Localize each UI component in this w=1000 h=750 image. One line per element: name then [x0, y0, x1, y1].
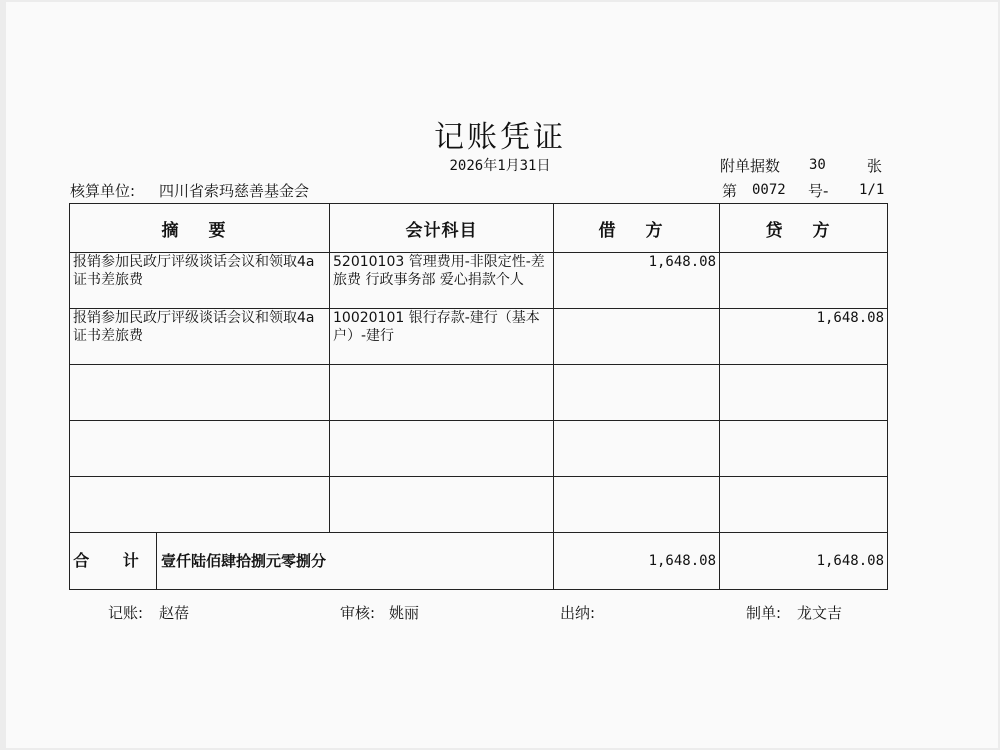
total-row	[70, 533, 888, 590]
attachments-label: 附单据数	[720, 157, 781, 175]
row-debit	[554, 365, 720, 421]
row-summary	[70, 421, 330, 477]
table-row	[70, 421, 888, 477]
voucher-number: 0072	[752, 182, 786, 198]
accounting-unit-name: 四川省索玛慈善基金会	[159, 182, 310, 200]
total-label: 合 计	[70, 533, 157, 589]
row-debit	[554, 477, 720, 533]
header-credit: 贷 方	[720, 204, 888, 253]
row-summary	[70, 365, 330, 421]
row-credit: 1,648.08	[720, 309, 888, 365]
row-credit	[720, 253, 888, 309]
row-subject	[330, 477, 554, 533]
table-row	[70, 309, 888, 365]
row-summary: 报销参加民政厅评级谈话会议和领取4a证书差旅费	[70, 309, 330, 365]
header-subject: 会计科目	[330, 204, 554, 253]
table-row	[70, 365, 888, 421]
row-debit	[554, 421, 720, 477]
row-subject	[330, 421, 554, 477]
row-subject: 52010103 管理费用-非限定性-差旅费 行政事务部 爱心捐款个人	[330, 253, 554, 309]
row-subject: 10020101 银行存款-建行（基本户）-建行	[330, 309, 554, 365]
total-amount-words: 壹仟陆佰肆拾捌元零捌分	[161, 552, 327, 570]
row-credit	[720, 365, 888, 421]
total-debit: 1,648.08	[554, 533, 720, 590]
voucher-table	[69, 203, 888, 590]
total-credit: 1,648.08	[720, 533, 888, 590]
footer-preparer-name: 龙文吉	[797, 604, 843, 622]
row-subject	[330, 365, 554, 421]
row-summary: 报销参加民政厅评级谈话会议和领取4a证书差旅费	[70, 253, 330, 309]
footer-bookkeeper-name: 赵蓓	[159, 604, 190, 622]
voucher-title: 记账凭证	[434, 120, 566, 155]
total-cell	[70, 533, 554, 590]
header-summary: 摘 要	[70, 204, 330, 253]
voucher-page: 1/1	[859, 182, 885, 198]
footer-bookkeeper-label: 记账:	[108, 604, 144, 622]
footer-reviewer-label: 审核:	[340, 604, 376, 622]
footer-preparer-label: 制单:	[746, 604, 782, 622]
header-debit: 借 方	[554, 204, 720, 253]
row-credit	[720, 477, 888, 533]
voucher-date: 2026年1月31日	[449, 158, 551, 174]
voucher-no-prefix: 第	[722, 182, 738, 200]
table-row	[70, 477, 888, 533]
voucher-no-suffix: 号-	[808, 182, 829, 200]
accounting-unit-label: 核算单位:	[70, 182, 136, 200]
table-header-row	[70, 204, 888, 253]
row-credit	[720, 421, 888, 477]
footer-cashier-label: 出纳:	[560, 604, 596, 622]
attachments-unit: 张	[867, 157, 883, 175]
footer-reviewer-name: 姚丽	[389, 604, 420, 622]
row-debit	[554, 309, 720, 365]
row-debit: 1,648.08	[554, 253, 720, 309]
table-row	[70, 253, 888, 309]
row-summary	[70, 477, 330, 533]
attachments-count: 30	[809, 157, 826, 173]
